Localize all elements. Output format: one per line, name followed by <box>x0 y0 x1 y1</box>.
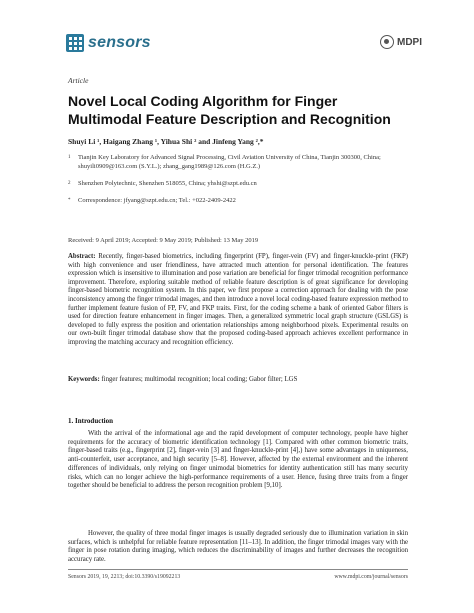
author-list: Shuyi Li ¹, Haigang Zhang ¹, Yihua Shi ² and Jinfeng Yang ²,* <box>68 137 264 146</box>
keywords <box>68 376 408 383</box>
journal-logo <box>66 34 151 52</box>
journal-url[interactable]: www.mdpi.com/journal/sensors <box>334 574 408 580</box>
journal-name: sensors <box>88 34 151 51</box>
body-paragraph-1: With the arrival of the informational age and the rapid development of computer technology, people have higher requirements for the accuracy of biometric identification technology [1]. Compared with other common biometric traits, finger-based traits (e.g., fingerprint [2], finger-vein [3] and finger-knuckle-print [4],) have some advantages in uniqueness, anti-counterfeit, user acceptance, and high security [5–8]. However, affected by the external environment and the inherent differences of individuals, only relying on finger unimodal biometrics for identity authentication still has many security risks, which can no longer achieve the high-performance requirements of a user. Hence, fusing three traits from a finger together should be beneficial to address the person recognition problem [9,10]. <box>68 430 408 490</box>
keywords-text: finger features; multimodal recognition; local coding; Gabor filter; LGS <box>101 376 298 383</box>
citation-footer: Sensors 2019, 19, 2213; doi:10.3390/s19092213 <box>68 574 181 580</box>
footer-divider <box>68 569 408 570</box>
affiliation-1 <box>68 154 408 171</box>
affiliation-2 <box>68 180 408 189</box>
article-type: Article <box>68 76 89 85</box>
sensors-logo-icon <box>66 34 84 52</box>
affiliation-number: * <box>68 198 71 203</box>
publisher-name: MDPI <box>397 36 422 48</box>
abstract <box>68 253 408 348</box>
affiliation-number: 1 <box>68 155 71 160</box>
affiliation-text: Shenzhen Polytechnic, Shenzhen 518055, China; yhshi@szpt.edu.cn <box>78 180 257 187</box>
publisher-logo <box>380 35 422 49</box>
affiliation-text: Correspondence: jfyang@szpt.edu.cn; Tel.: +022-2409-2422 <box>78 197 236 204</box>
keywords-label: Keywords: <box>68 376 100 383</box>
publication-dates: Received: 9 April 2019; Accepted: 9 May 2019; Published: 13 May 2019 <box>68 237 259 244</box>
paper-title: Novel Local Coding Algorithm for Finger Multimodal Feature Description and Recognition <box>68 93 391 127</box>
abstract-label: Abstract: <box>68 253 96 260</box>
mdpi-icon <box>380 35 394 49</box>
abstract-text: Recently, finger-based biometrics, including fingerprint (FP), finger-vein (FV) and finger-knuckle-print (FKP) with high convenience and user friendliness, have attracted much attention for personal identification. The features expression which is insensitive to illumination and pose variation are beneficial for finger trimodal recognition performance improvement. Therefore, exploring suitable method of reliable feature description is of great significance for developing finger-based biometric recognition system. In this paper, we first propose a correction approach for dealing with the pose inconsistency among the finger trimodal images, and then introduce a novel local coding-based feature expression method to further implement feature fusion of FP, FV, and FKP traits. First, for the coding scheme a bank of oriented Gabor filters is used for direction feature enhancement in finger images. Then, a generalized symmetric local graph structure (GSLGS) is developed to fully express the position and orientation relationships among neighborhood pixels. Experimental results on our own-built finger trimodal database show that the proposed coding-based approach achieves excellent performance in improving the matching accuracy and recognition efficiency. <box>68 253 408 346</box>
section-heading: 1. Introduction <box>68 417 113 425</box>
affiliation-number: 2 <box>68 181 71 186</box>
affiliation-text: Tianjin Key Laboratory for Advanced Signal Processing, Civil Aviation University of China, Tianjin 300300, China; shuyili0909@163.com (S.Y.L.); zhang_gang1989@126.com (H.G.Z.) <box>78 154 381 170</box>
body-paragraph-2: However, the quality of three modal finger images is usually degraded seriously due to illumination variation in skin surfaces, which is unhelpful for reliable feature representation [11–13]. In addition, the finger trimodal images vary with the finger in pose rotation during imaging, which reduces the discriminability of images and further decreases the recognition accuracy rate. <box>68 530 408 564</box>
correspondence <box>68 197 408 206</box>
